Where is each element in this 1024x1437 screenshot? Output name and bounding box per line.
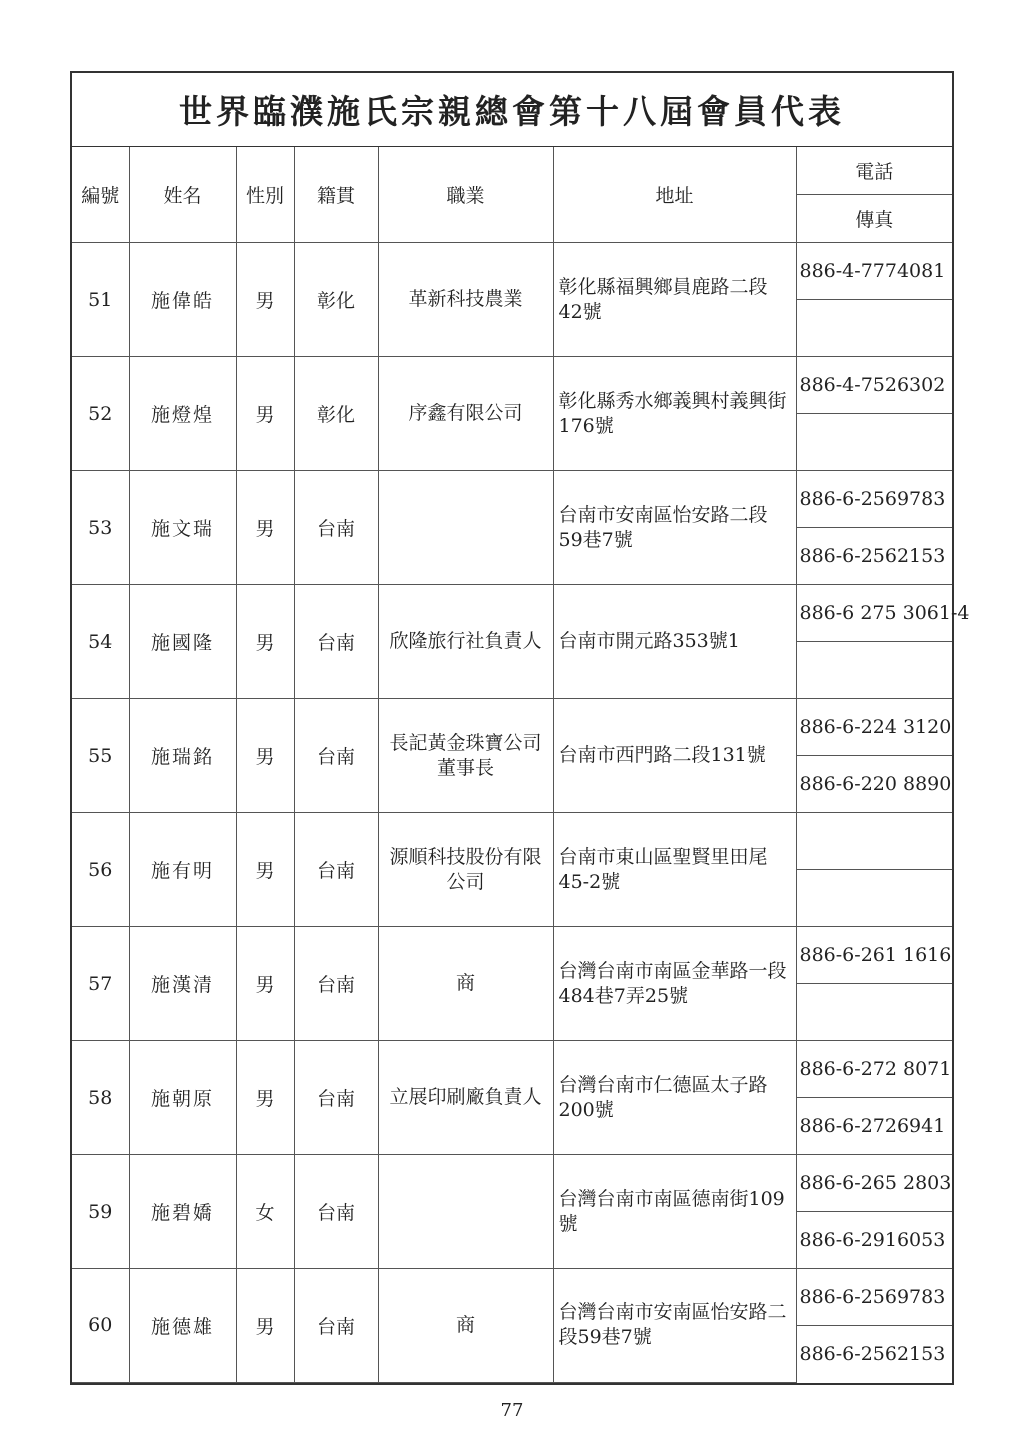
member-origin: 台南 bbox=[294, 471, 378, 585]
member-occupation: 源順科技股份有限公司 bbox=[378, 813, 553, 927]
member-fax: 886-6-2916053 bbox=[796, 1212, 952, 1269]
member-occupation: 商 bbox=[378, 927, 553, 1041]
member-address: 彰化縣福興鄉員鹿路二段42號 bbox=[553, 243, 796, 357]
row-number: 56 bbox=[72, 813, 129, 927]
row-number: 51 bbox=[72, 243, 129, 357]
table-row bbox=[72, 1155, 952, 1212]
table-row bbox=[72, 813, 952, 870]
member-address: 台灣台南市仁德區太子路200號 bbox=[553, 1041, 796, 1155]
member-gender: 男 bbox=[236, 357, 294, 471]
member-fax: 886-6-220 8890 bbox=[796, 756, 952, 813]
member-phone: 886-6 275 3061-4 bbox=[796, 585, 952, 642]
page-title: 世界臨濮施氏宗親總會第十八屆會員代表 bbox=[72, 73, 952, 147]
member-phone: 886-4-7774081 bbox=[796, 243, 952, 300]
row-number: 59 bbox=[72, 1155, 129, 1269]
row-number: 58 bbox=[72, 1041, 129, 1155]
header-gender: 性別 bbox=[236, 147, 294, 243]
member-phone: 886-6-261 1616 bbox=[796, 927, 952, 984]
page-number: 77 bbox=[500, 1400, 524, 1421]
member-address: 台南市東山區聖賢里田尾45-2號 bbox=[553, 813, 796, 927]
member-origin: 台南 bbox=[294, 927, 378, 1041]
member-address: 台南市安南區怡安路二段59巷7號 bbox=[553, 471, 796, 585]
header-phone: 電話 bbox=[796, 147, 952, 195]
member-gender: 男 bbox=[236, 471, 294, 585]
member-origin: 台南 bbox=[294, 1155, 378, 1269]
member-table bbox=[72, 147, 970, 1383]
member-occupation: 商 bbox=[378, 1269, 553, 1383]
row-number: 54 bbox=[72, 585, 129, 699]
member-name: 施朝原 bbox=[129, 1041, 236, 1155]
table-row bbox=[72, 1041, 952, 1098]
member-gender: 男 bbox=[236, 1269, 294, 1383]
member-gender: 女 bbox=[236, 1155, 294, 1269]
member-occupation: 長記黃金珠寶公司董事長 bbox=[378, 699, 553, 813]
table-row bbox=[72, 585, 952, 642]
header-occupation: 職業 bbox=[378, 147, 553, 243]
row-number: 52 bbox=[72, 357, 129, 471]
member-origin: 彰化 bbox=[294, 243, 378, 357]
row-number: 53 bbox=[72, 471, 129, 585]
member-fax: 886-6-2726941 bbox=[796, 1098, 952, 1155]
member-gender: 男 bbox=[236, 699, 294, 813]
member-occupation bbox=[378, 471, 553, 585]
member-fax bbox=[796, 414, 952, 471]
member-occupation bbox=[378, 1155, 553, 1269]
member-gender: 男 bbox=[236, 243, 294, 357]
member-fax bbox=[796, 300, 952, 357]
member-name: 施德雄 bbox=[129, 1269, 236, 1383]
header-address: 地址 bbox=[553, 147, 796, 243]
member-origin: 彰化 bbox=[294, 357, 378, 471]
member-gender: 男 bbox=[236, 813, 294, 927]
member-occupation: 革新科技農業 bbox=[378, 243, 553, 357]
member-address: 台南市西門路二段131號 bbox=[553, 699, 796, 813]
member-name: 施國隆 bbox=[129, 585, 236, 699]
member-gender: 男 bbox=[236, 1041, 294, 1155]
table-row bbox=[72, 357, 952, 414]
member-phone bbox=[796, 813, 952, 870]
member-name: 施漢清 bbox=[129, 927, 236, 1041]
member-gender: 男 bbox=[236, 585, 294, 699]
header-no: 編號 bbox=[72, 147, 129, 243]
header-name: 姓名 bbox=[129, 147, 236, 243]
member-phone: 886-6-265 2803 bbox=[796, 1155, 952, 1212]
table-row bbox=[72, 699, 952, 756]
row-number: 55 bbox=[72, 699, 129, 813]
member-occupation: 立展印刷廠負責人 bbox=[378, 1041, 553, 1155]
member-address: 台灣台南市南區德南街109號 bbox=[553, 1155, 796, 1269]
member-name: 施有明 bbox=[129, 813, 236, 927]
member-name: 施文瑞 bbox=[129, 471, 236, 585]
member-phone: 886-6-272 8071 bbox=[796, 1041, 952, 1098]
member-table-sheet bbox=[70, 71, 970, 1385]
member-phone: 886-4-7526302 bbox=[796, 357, 952, 414]
row-number: 57 bbox=[72, 927, 129, 1041]
table-row bbox=[72, 243, 952, 300]
member-phone: 886-6-2569783 bbox=[796, 1269, 952, 1326]
member-address: 台灣台南市安南區怡安路二段59巷7號 bbox=[553, 1269, 796, 1383]
member-phone: 886-6-224 3120 bbox=[796, 699, 952, 756]
table-row bbox=[72, 927, 952, 984]
member-fax bbox=[796, 984, 952, 1041]
header-origin: 籍貫 bbox=[294, 147, 378, 243]
member-fax: 886-6-2562153 bbox=[796, 1326, 952, 1383]
member-occupation: 欣隆旅行社負責人 bbox=[378, 585, 553, 699]
member-phone: 886-6-2569783 bbox=[796, 471, 952, 528]
member-origin: 台南 bbox=[294, 699, 378, 813]
member-address: 彰化縣秀水鄉義興村義興街176號 bbox=[553, 357, 796, 471]
member-name: 施燈煌 bbox=[129, 357, 236, 471]
member-origin: 台南 bbox=[294, 1041, 378, 1155]
member-fax bbox=[796, 870, 952, 927]
member-name: 施偉皓 bbox=[129, 243, 236, 357]
row-number: 60 bbox=[72, 1269, 129, 1383]
member-origin: 台南 bbox=[294, 813, 378, 927]
header-fax: 傳真 bbox=[796, 195, 952, 243]
member-address: 台南市開元路353號1 bbox=[553, 585, 796, 699]
member-name: 施瑞銘 bbox=[129, 699, 236, 813]
member-origin: 台南 bbox=[294, 585, 378, 699]
table-row bbox=[72, 1269, 952, 1326]
member-gender: 男 bbox=[236, 927, 294, 1041]
member-address: 台灣台南市南區金華路一段484巷7弄25號 bbox=[553, 927, 796, 1041]
member-name: 施碧嬌 bbox=[129, 1155, 236, 1269]
member-occupation: 序鑫有限公司 bbox=[378, 357, 553, 471]
member-fax: 886-6-2562153 bbox=[796, 528, 952, 585]
member-origin: 台南 bbox=[294, 1269, 378, 1383]
member-fax bbox=[796, 642, 952, 699]
table-row bbox=[72, 471, 952, 528]
header-row bbox=[72, 147, 952, 195]
